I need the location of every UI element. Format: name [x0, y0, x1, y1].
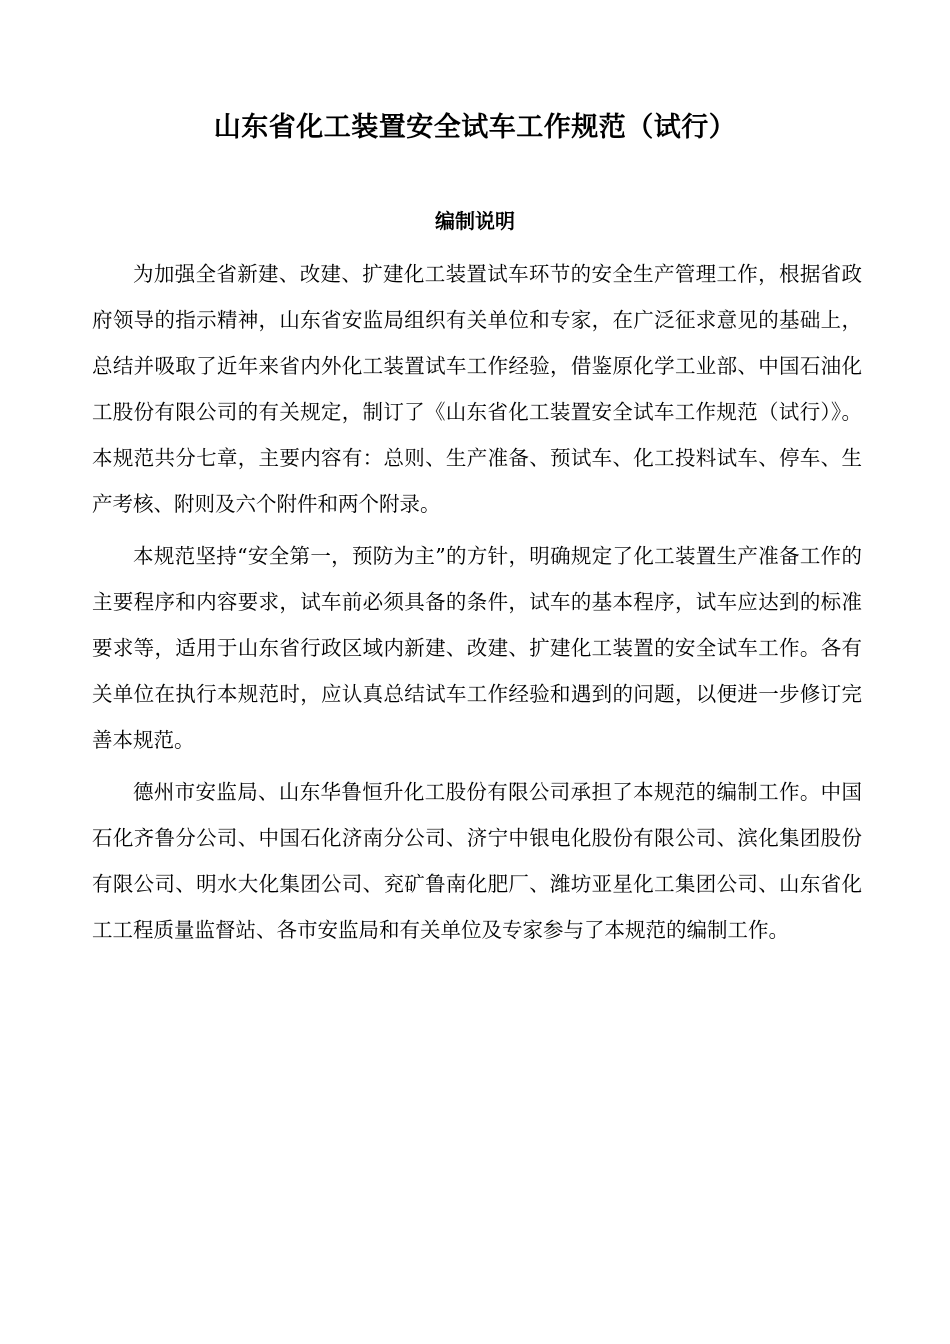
section-heading: 编制说明 — [435, 209, 515, 233]
document-title: 山东省化工装置安全试车工作规范（试行） — [213, 112, 737, 143]
paragraph-purpose: 为加强全省新建、改建、扩建化工装置试车环节的安全生产管理工作，根据省政府领导的指示精神，山东省安监局组织有关单位和专家，在广泛征求意见的基础上，总结并吸取了近年来省内外化工装置试车工作经验，借鉴原化学工业部、中国石油化工股份有限公司的有关规定，制订了《山东省化工装置安全试车工作规范（试行）》。本规范共分七章，主要内容有：总则、生产准备、预试车、化工投料试车、停车、生产考核、附则及六个附件和两个附录。 — [92, 262, 862, 516]
paragraph-principles: 本规范坚持“安全第一，预防为主”的方针，明确规定了化工装置生产准备工作的主要程序和内容要求，试车前必须具备的条件，试车的基本程序，试车应达到的标准要求等，适用于山东省行政区域内新建、改建、扩建化工装置的安全试车工作。各有关单位在执行本规范时，应认真总结试车工作经验和遇到的问题，以便进一步修订完善本规范。 — [92, 544, 862, 752]
paragraph-contributors: 德州市安监局、山东华鲁恒升化工股份有限公司承担了本规范的编制工作。中国石化齐鲁分公司、中国石化济南分公司、济宁中银电化股份有限公司、滨化集团股份有限公司、明水大化集团公司、兖矿鲁南化肥厂、潍坊亚星化工集团公司、山东省化工工程质量监督站、各市安监局和有关单位及专家参与了本规范的编制工作。 — [92, 780, 862, 942]
